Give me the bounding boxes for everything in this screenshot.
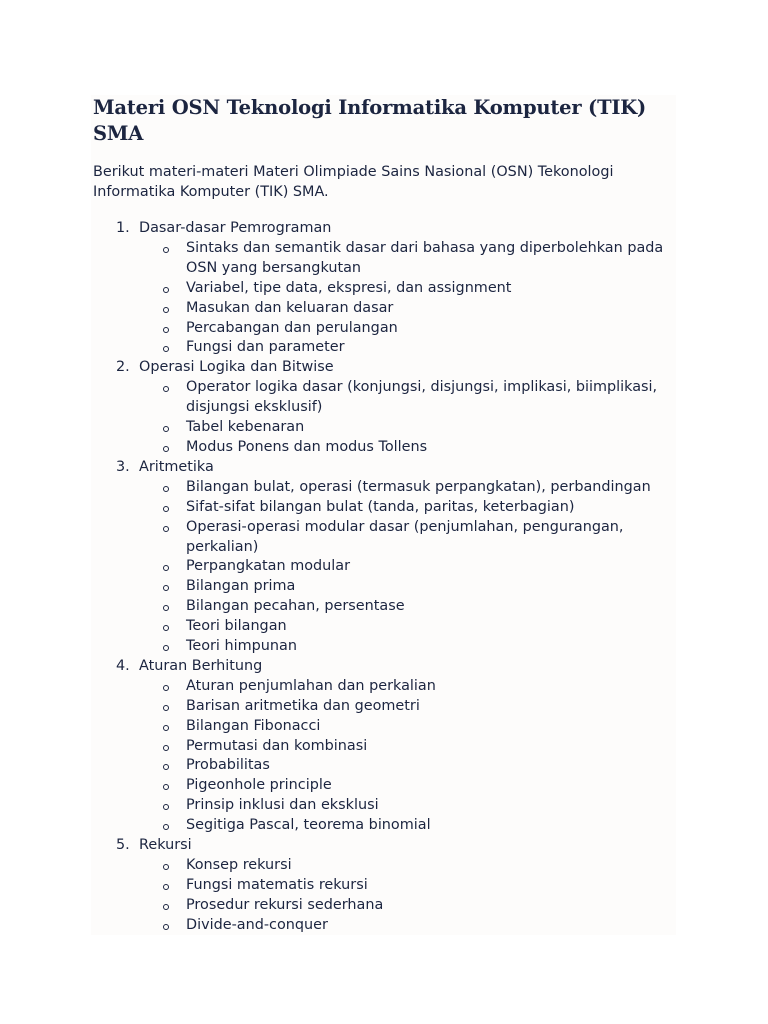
topic-list <box>139 378 673 458</box>
topic-text: Bilangan bulat, operasi (termasuk perpangkatan), perbandingan <box>186 478 651 495</box>
topic-text: Operasi-operasi modular dasar (penjumlahan, pengurangan, perkalian) <box>186 518 624 555</box>
topic-text: Bilangan Fibonacci <box>186 717 321 734</box>
topic-text: Permutasi dan kombinasi <box>186 737 368 754</box>
topic-item <box>139 498 666 518</box>
topic-item <box>139 378 666 418</box>
topic-text: Fungsi matematis rekursi <box>186 876 368 893</box>
circle-bullet-icon <box>163 386 169 392</box>
topic-text: Teori bilangan <box>186 618 287 635</box>
topic-item <box>139 677 666 697</box>
section-heading: Aritmetika <box>139 458 214 475</box>
intro-paragraph: Berikut materi-materi Materi Olimpiade Sains Nasional (OSN) Tekonologi Informatika Komputer (TIK) SMA. <box>93 164 614 200</box>
circle-bullet-icon <box>163 645 169 651</box>
circle-bullet-icon <box>163 764 169 770</box>
topic-list <box>139 856 673 936</box>
section-item <box>93 836 673 936</box>
topic-text: Prinsip inklusi dan eksklusi <box>186 797 379 814</box>
circle-bullet-icon <box>163 924 169 930</box>
topic-item <box>139 756 666 776</box>
topic-item <box>139 637 666 657</box>
circle-bullet-icon <box>163 526 169 532</box>
circle-bullet-icon <box>163 585 169 591</box>
circle-bullet-icon <box>163 725 169 731</box>
section-heading: Operasi Logika dan Bitwise <box>139 359 334 376</box>
circle-bullet-icon <box>163 804 169 810</box>
topic-item <box>139 796 666 816</box>
circle-bullet-icon <box>163 904 169 910</box>
section-item <box>93 458 673 657</box>
topic-item <box>139 816 666 836</box>
topic-text: Pigeonhole principle <box>186 777 332 794</box>
topic-item <box>139 438 666 458</box>
topic-item <box>139 577 666 597</box>
section-item <box>93 219 673 358</box>
topic-item <box>139 856 666 876</box>
topic-list <box>139 239 673 358</box>
topic-item <box>139 617 666 637</box>
circle-bullet-icon <box>163 705 169 711</box>
topic-text: Modus Ponens dan modus Tollens <box>186 438 428 455</box>
section-heading: Rekursi <box>139 837 192 854</box>
topic-item <box>139 776 666 796</box>
circle-bullet-icon <box>163 287 169 293</box>
topic-text: Bilangan pecahan, persentase <box>186 598 405 615</box>
circle-bullet-icon <box>163 307 169 313</box>
topic-item <box>139 338 666 358</box>
document-title: Materi OSN Teknologi Informatika Komputer (TIK) SMA <box>93 96 647 145</box>
topic-item <box>139 279 666 299</box>
circle-bullet-icon <box>163 426 169 432</box>
topic-text: Variabel, tipe data, ekspresi, dan assignment <box>186 279 512 296</box>
topic-item <box>139 916 666 936</box>
circle-bullet-icon <box>163 864 169 870</box>
section-item <box>93 657 673 836</box>
topic-list <box>139 478 673 657</box>
circle-bullet-icon <box>163 486 169 492</box>
circle-bullet-icon <box>163 884 169 890</box>
circle-bullet-icon <box>163 327 169 333</box>
circle-bullet-icon <box>163 784 169 790</box>
topic-list <box>139 677 673 836</box>
topic-item <box>139 319 666 339</box>
topic-item <box>139 557 666 577</box>
circle-bullet-icon <box>163 625 169 631</box>
topic-text: Sifat-sifat bilangan bulat (tanda, paritas, keterbagian) <box>186 498 575 515</box>
topic-text: Tabel kebenaran <box>186 419 305 436</box>
topic-item <box>139 518 666 558</box>
topic-text: Divide-and-conquer <box>186 916 328 933</box>
section-number: 4. <box>116 657 130 674</box>
topic-text: Segitiga Pascal, teorema binomial <box>186 817 431 834</box>
circle-bullet-icon <box>163 346 169 352</box>
topic-item <box>139 737 666 757</box>
circle-bullet-icon <box>163 446 169 452</box>
circle-bullet-icon <box>163 745 169 751</box>
topic-text: Masukan dan keluaran dasar <box>186 299 394 316</box>
topic-text: Aturan penjumlahan dan perkalian <box>186 677 436 694</box>
topic-text: Sintaks dan semantik dasar dari bahasa yang diperbolehkan pada OSN yang bersangkutan <box>186 239 664 276</box>
topic-text: Perpangkatan modular <box>186 558 351 575</box>
topic-text: Prosedur rekursi sederhana <box>186 896 384 913</box>
section-number: 1. <box>116 220 130 236</box>
topic-item <box>139 478 666 498</box>
topic-text: Operator logika dasar (konjungsi, disjungsi, implikasi, biimplikasi, disjungsi eksklusif) <box>186 379 658 416</box>
section-heading: Aturan Berhitung <box>139 657 263 674</box>
circle-bullet-icon <box>163 247 169 253</box>
circle-bullet-icon <box>163 506 169 512</box>
circle-bullet-icon <box>163 605 169 611</box>
topic-item <box>139 876 666 896</box>
topic-item <box>139 418 666 438</box>
topic-item <box>139 597 666 617</box>
circle-bullet-icon <box>163 565 169 571</box>
section-number: 3. <box>116 458 130 475</box>
topic-text: Probabilitas <box>186 757 270 774</box>
section-number: 2. <box>116 359 130 376</box>
topic-text: Bilangan prima <box>186 578 296 595</box>
topic-item <box>139 896 666 916</box>
topic-text: Percabangan dan perulangan <box>186 319 398 336</box>
section-heading: Dasar-dasar Pemrograman <box>139 220 332 236</box>
circle-bullet-icon <box>163 685 169 691</box>
topic-text: Konsep rekursi <box>186 857 292 873</box>
topic-text: Fungsi dan parameter <box>186 339 345 356</box>
topic-item <box>139 717 666 737</box>
topic-item <box>139 697 666 717</box>
topic-text: Teori himpunan <box>186 638 297 655</box>
section-number: 5. <box>116 837 130 854</box>
section-list <box>93 219 673 936</box>
topic-item <box>139 299 666 319</box>
topic-item <box>139 239 666 279</box>
topic-text: Barisan aritmetika dan geometri <box>186 697 420 714</box>
section-item <box>93 358 673 458</box>
circle-bullet-icon <box>163 824 169 830</box>
